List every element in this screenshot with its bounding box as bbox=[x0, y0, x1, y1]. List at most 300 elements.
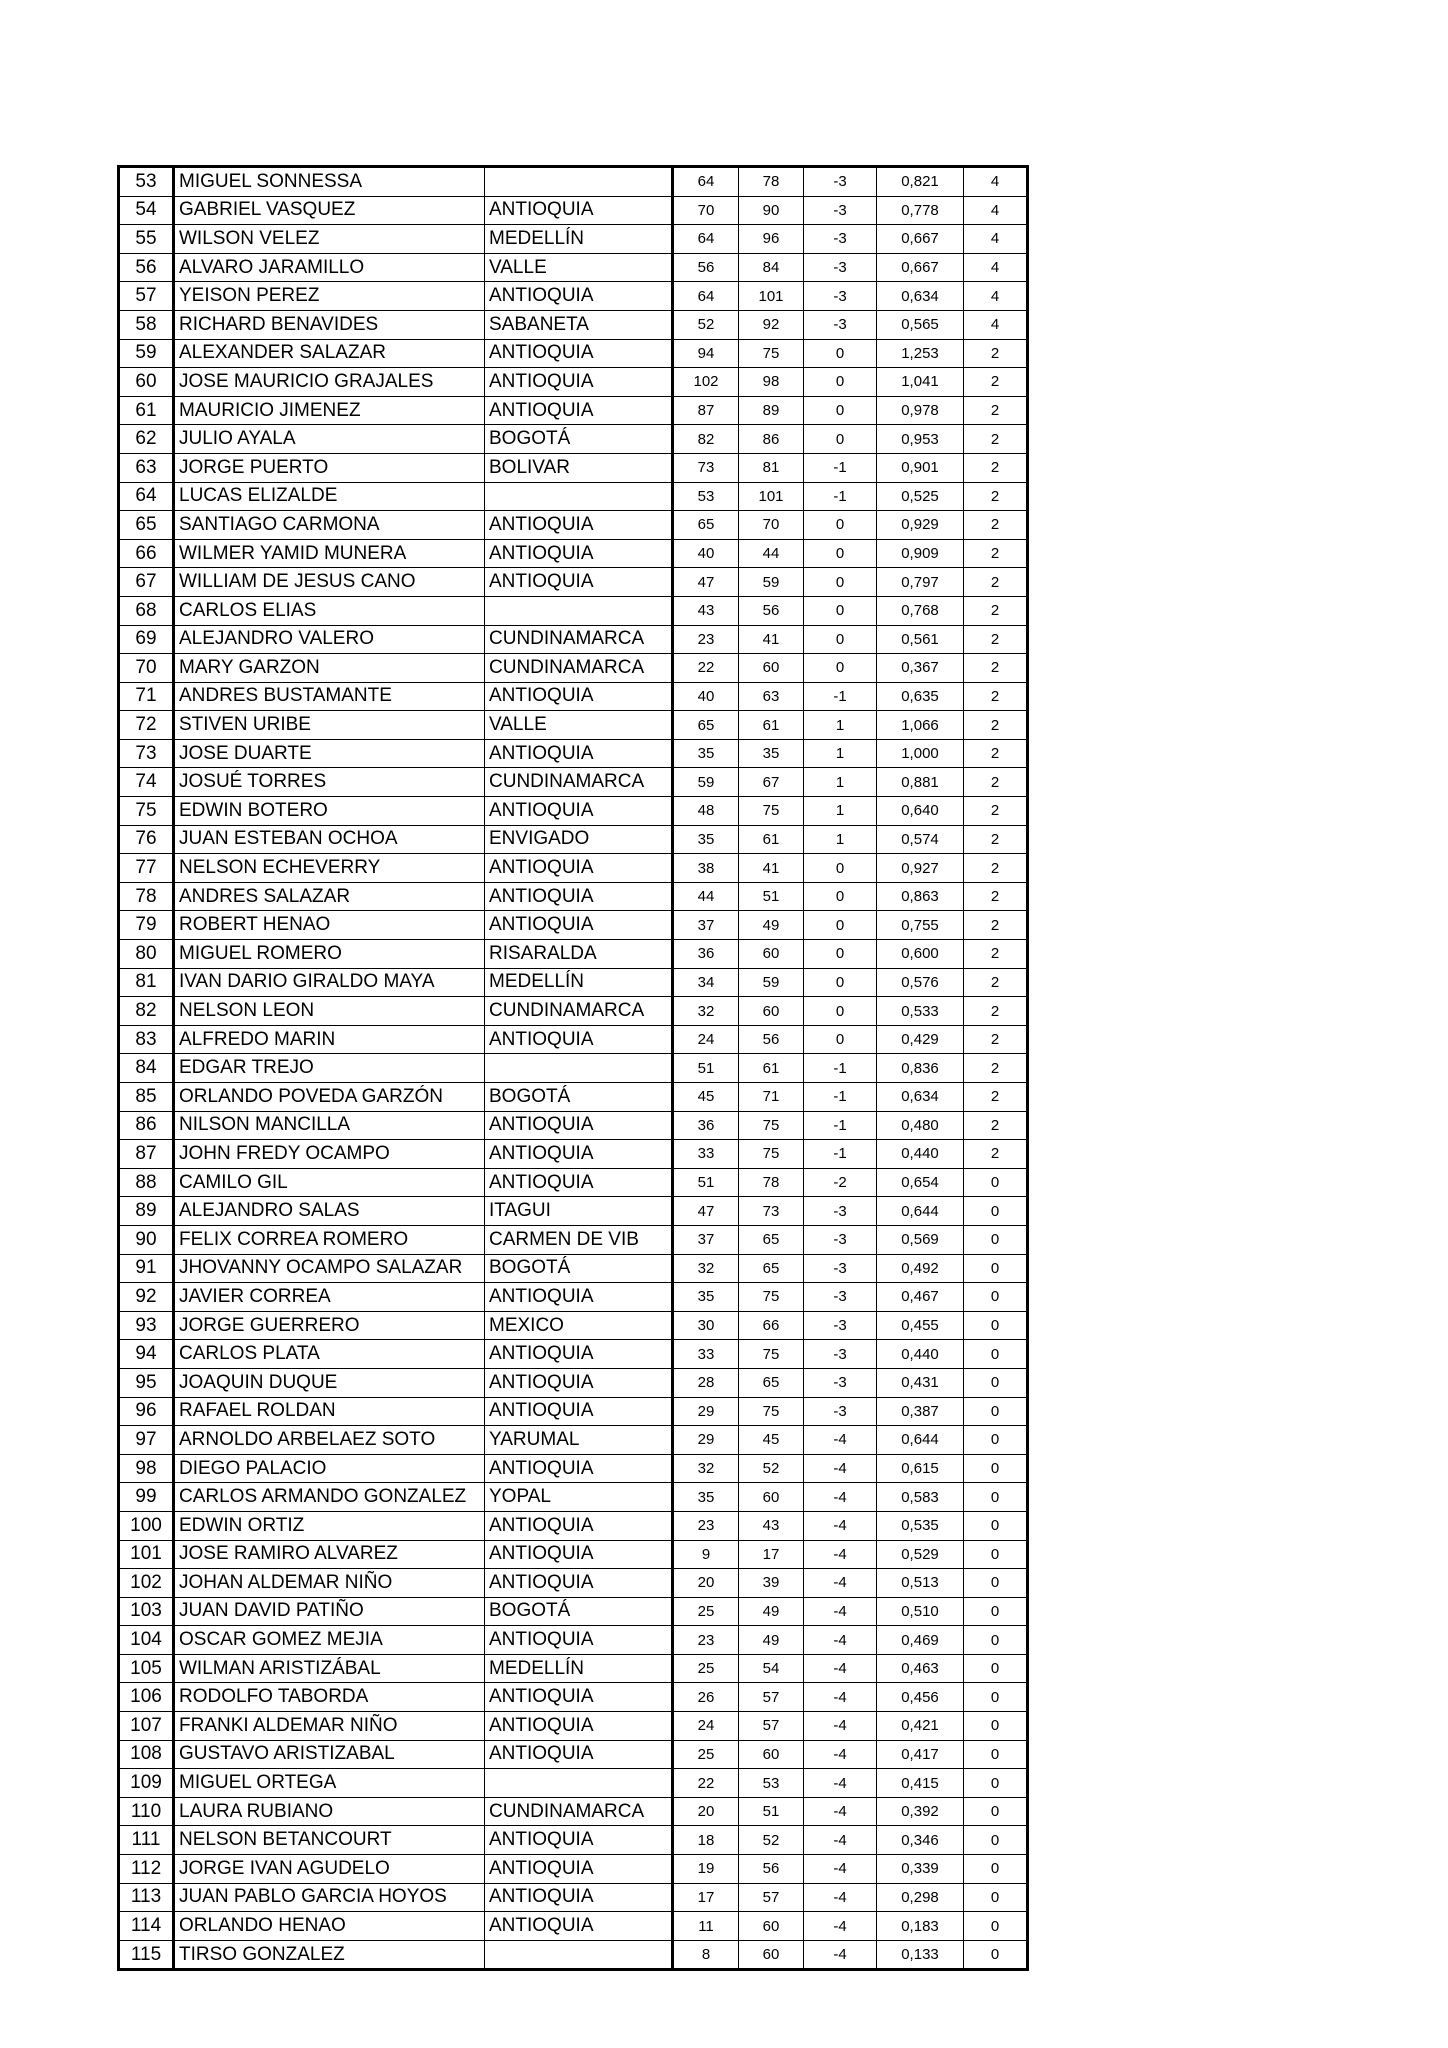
table-row bbox=[119, 1083, 1028, 1112]
region-cell: ANTIOQUIA bbox=[485, 854, 673, 883]
value-a-cell: 36 bbox=[673, 940, 739, 969]
difference-cell: -4 bbox=[804, 1597, 877, 1626]
region-cell: VALLE bbox=[485, 253, 673, 282]
difference-cell: -4 bbox=[804, 1797, 877, 1826]
player-name-cell: RAFAEL ROLDAN bbox=[174, 1397, 485, 1426]
points-cell: 0 bbox=[964, 1769, 1028, 1798]
player-name-cell: CARLOS ELIAS bbox=[174, 596, 485, 625]
value-a-cell: 87 bbox=[673, 396, 739, 425]
table-row bbox=[119, 568, 1028, 597]
player-name-cell: JAVIER CORREA bbox=[174, 1283, 485, 1312]
table-row bbox=[119, 1197, 1028, 1226]
value-b-cell: 44 bbox=[739, 539, 804, 568]
value-b-cell: 65 bbox=[739, 1254, 804, 1283]
difference-cell: -4 bbox=[804, 1912, 877, 1941]
value-a-cell: 28 bbox=[673, 1368, 739, 1397]
player-name-cell: GABRIEL VASQUEZ bbox=[174, 196, 485, 225]
table-row bbox=[119, 1340, 1028, 1369]
ratio-cell: 0,644 bbox=[877, 1197, 964, 1226]
difference-cell: -3 bbox=[804, 310, 877, 339]
table-row bbox=[119, 225, 1028, 254]
region-cell: ANTIOQUIA bbox=[485, 568, 673, 597]
player-name-cell: RODOLFO TABORDA bbox=[174, 1683, 485, 1712]
region-cell: CARMEN DE VIB bbox=[485, 1225, 673, 1254]
position-cell: 66 bbox=[119, 539, 174, 568]
player-name-cell: EDGAR TREJO bbox=[174, 1054, 485, 1083]
position-cell: 63 bbox=[119, 453, 174, 482]
points-cell: 2 bbox=[964, 768, 1028, 797]
difference-cell: 0 bbox=[804, 339, 877, 368]
points-cell: 0 bbox=[964, 1340, 1028, 1369]
value-a-cell: 53 bbox=[673, 482, 739, 511]
points-cell: 2 bbox=[964, 596, 1028, 625]
difference-cell: -1 bbox=[804, 1140, 877, 1169]
table-row bbox=[119, 682, 1028, 711]
region-cell: ANTIOQUIA bbox=[485, 1511, 673, 1540]
player-name-cell: MIGUEL ORTEGA bbox=[174, 1769, 485, 1798]
difference-cell: -1 bbox=[804, 453, 877, 482]
position-cell: 57 bbox=[119, 282, 174, 311]
value-b-cell: 78 bbox=[739, 167, 804, 197]
position-cell: 88 bbox=[119, 1168, 174, 1197]
table-row bbox=[119, 768, 1028, 797]
value-b-cell: 17 bbox=[739, 1540, 804, 1569]
points-cell: 0 bbox=[964, 1197, 1028, 1226]
region-cell: CUNDINAMARCA bbox=[485, 1797, 673, 1826]
region-cell: ANTIOQUIA bbox=[485, 368, 673, 397]
region-cell: ANTIOQUIA bbox=[485, 1368, 673, 1397]
value-a-cell: 40 bbox=[673, 539, 739, 568]
position-cell: 113 bbox=[119, 1883, 174, 1912]
ratio-cell: 0,797 bbox=[877, 568, 964, 597]
player-name-cell: JUAN DAVID PATIÑO bbox=[174, 1597, 485, 1626]
difference-cell: 1 bbox=[804, 797, 877, 826]
value-a-cell: 37 bbox=[673, 1225, 739, 1254]
region-cell: ANTIOQUIA bbox=[485, 1569, 673, 1598]
player-name-cell: OSCAR GOMEZ MEJIA bbox=[174, 1626, 485, 1655]
value-b-cell: 54 bbox=[739, 1654, 804, 1683]
player-name-cell: ORLANDO HENAO bbox=[174, 1912, 485, 1941]
points-cell: 2 bbox=[964, 940, 1028, 969]
player-name-cell: MIGUEL ROMERO bbox=[174, 940, 485, 969]
table-row bbox=[119, 1740, 1028, 1769]
table-row bbox=[119, 625, 1028, 654]
points-cell: 2 bbox=[964, 997, 1028, 1026]
difference-cell: -1 bbox=[804, 682, 877, 711]
points-cell: 0 bbox=[964, 1368, 1028, 1397]
points-cell: 2 bbox=[964, 368, 1028, 397]
value-b-cell: 41 bbox=[739, 854, 804, 883]
region-cell: BOGOTÁ bbox=[485, 1597, 673, 1626]
player-name-cell: MIGUEL SONNESSA bbox=[174, 167, 485, 197]
value-a-cell: 22 bbox=[673, 1769, 739, 1798]
ratio-cell: 0,440 bbox=[877, 1340, 964, 1369]
difference-cell: 0 bbox=[804, 596, 877, 625]
difference-cell: 0 bbox=[804, 568, 877, 597]
ratio-cell: 0,298 bbox=[877, 1883, 964, 1912]
difference-cell: -4 bbox=[804, 1540, 877, 1569]
region-cell: ANTIOQUIA bbox=[485, 1626, 673, 1655]
region-cell bbox=[485, 1940, 673, 1970]
table-row bbox=[119, 282, 1028, 311]
table-row bbox=[119, 882, 1028, 911]
player-name-cell: JHOVANNY OCAMPO SALAZAR bbox=[174, 1254, 485, 1283]
value-a-cell: 43 bbox=[673, 596, 739, 625]
ratio-cell: 0,927 bbox=[877, 854, 964, 883]
points-cell: 0 bbox=[964, 1855, 1028, 1884]
value-a-cell: 34 bbox=[673, 968, 739, 997]
points-cell: 2 bbox=[964, 482, 1028, 511]
position-cell: 75 bbox=[119, 797, 174, 826]
points-cell: 0 bbox=[964, 1454, 1028, 1483]
points-cell: 0 bbox=[964, 1597, 1028, 1626]
position-cell: 72 bbox=[119, 711, 174, 740]
points-cell: 4 bbox=[964, 310, 1028, 339]
ratio-cell: 0,346 bbox=[877, 1826, 964, 1855]
ranking-table bbox=[117, 165, 1029, 1971]
region-cell: VALLE bbox=[485, 711, 673, 740]
points-cell: 2 bbox=[964, 711, 1028, 740]
value-b-cell: 45 bbox=[739, 1426, 804, 1455]
difference-cell: 0 bbox=[804, 968, 877, 997]
position-cell: 112 bbox=[119, 1855, 174, 1884]
value-a-cell: 22 bbox=[673, 654, 739, 683]
player-name-cell: ORLANDO POVEDA GARZÓN bbox=[174, 1083, 485, 1112]
difference-cell: -3 bbox=[804, 253, 877, 282]
value-b-cell: 49 bbox=[739, 1626, 804, 1655]
value-a-cell: 35 bbox=[673, 825, 739, 854]
table-row bbox=[119, 482, 1028, 511]
points-cell: 4 bbox=[964, 225, 1028, 254]
difference-cell: -3 bbox=[804, 1254, 877, 1283]
difference-cell: 0 bbox=[804, 625, 877, 654]
player-name-cell: CAMILO GIL bbox=[174, 1168, 485, 1197]
position-cell: 68 bbox=[119, 596, 174, 625]
points-cell: 2 bbox=[964, 911, 1028, 940]
points-cell: 2 bbox=[964, 568, 1028, 597]
points-cell: 0 bbox=[964, 1397, 1028, 1426]
player-name-cell: STIVEN URIBE bbox=[174, 711, 485, 740]
region-cell: BOLIVAR bbox=[485, 453, 673, 482]
ratio-cell: 0,480 bbox=[877, 1111, 964, 1140]
table-row bbox=[119, 425, 1028, 454]
position-cell: 58 bbox=[119, 310, 174, 339]
value-b-cell: 101 bbox=[739, 482, 804, 511]
points-cell: 0 bbox=[964, 1540, 1028, 1569]
value-b-cell: 61 bbox=[739, 711, 804, 740]
ratio-cell: 0,133 bbox=[877, 1940, 964, 1970]
ratio-cell: 0,455 bbox=[877, 1311, 964, 1340]
points-cell: 2 bbox=[964, 682, 1028, 711]
points-cell: 0 bbox=[964, 1654, 1028, 1683]
points-cell: 2 bbox=[964, 1083, 1028, 1112]
value-a-cell: 59 bbox=[673, 768, 739, 797]
value-a-cell: 65 bbox=[673, 511, 739, 540]
value-b-cell: 84 bbox=[739, 253, 804, 282]
region-cell: ANTIOQUIA bbox=[485, 1140, 673, 1169]
value-a-cell: 29 bbox=[673, 1426, 739, 1455]
points-cell: 4 bbox=[964, 196, 1028, 225]
points-cell: 0 bbox=[964, 1483, 1028, 1512]
table-row bbox=[119, 1654, 1028, 1683]
position-cell: 62 bbox=[119, 425, 174, 454]
ratio-cell: 0,440 bbox=[877, 1140, 964, 1169]
table-row bbox=[119, 997, 1028, 1026]
points-cell: 0 bbox=[964, 1254, 1028, 1283]
player-name-cell: JOHAN ALDEMAR NIÑO bbox=[174, 1569, 485, 1598]
ratio-cell: 0,836 bbox=[877, 1054, 964, 1083]
ratio-cell: 0,863 bbox=[877, 882, 964, 911]
difference-cell: 0 bbox=[804, 396, 877, 425]
points-cell: 0 bbox=[964, 1826, 1028, 1855]
table-row bbox=[119, 911, 1028, 940]
value-a-cell: 47 bbox=[673, 568, 739, 597]
table-row bbox=[119, 1054, 1028, 1083]
value-a-cell: 19 bbox=[673, 1855, 739, 1884]
difference-cell: -4 bbox=[804, 1940, 877, 1970]
region-cell bbox=[485, 482, 673, 511]
ratio-cell: 0,644 bbox=[877, 1426, 964, 1455]
difference-cell: 1 bbox=[804, 768, 877, 797]
player-name-cell: WILMAN ARISTIZÁBAL bbox=[174, 1654, 485, 1683]
value-a-cell: 17 bbox=[673, 1883, 739, 1912]
points-cell: 4 bbox=[964, 253, 1028, 282]
player-name-cell: ALFREDO MARIN bbox=[174, 1025, 485, 1054]
region-cell: ANTIOQUIA bbox=[485, 396, 673, 425]
region-cell: ANTIOQUIA bbox=[485, 1111, 673, 1140]
player-name-cell: JOSE RAMIRO ALVAREZ bbox=[174, 1540, 485, 1569]
ratio-cell: 0,533 bbox=[877, 997, 964, 1026]
table-row bbox=[119, 196, 1028, 225]
position-cell: 78 bbox=[119, 882, 174, 911]
ratio-cell: 1,041 bbox=[877, 368, 964, 397]
points-cell: 2 bbox=[964, 1054, 1028, 1083]
table-row bbox=[119, 825, 1028, 854]
region-cell bbox=[485, 596, 673, 625]
value-a-cell: 20 bbox=[673, 1797, 739, 1826]
value-a-cell: 32 bbox=[673, 1254, 739, 1283]
value-b-cell: 81 bbox=[739, 453, 804, 482]
difference-cell: 0 bbox=[804, 511, 877, 540]
table-row bbox=[119, 1797, 1028, 1826]
table-row bbox=[119, 1883, 1028, 1912]
region-cell: CUNDINAMARCA bbox=[485, 625, 673, 654]
table-row bbox=[119, 511, 1028, 540]
table-row bbox=[119, 1912, 1028, 1941]
position-cell: 55 bbox=[119, 225, 174, 254]
position-cell: 93 bbox=[119, 1311, 174, 1340]
table-row bbox=[119, 1769, 1028, 1798]
difference-cell: 0 bbox=[804, 654, 877, 683]
table-row bbox=[119, 1855, 1028, 1884]
position-cell: 94 bbox=[119, 1340, 174, 1369]
table-row bbox=[119, 1025, 1028, 1054]
position-cell: 105 bbox=[119, 1654, 174, 1683]
value-b-cell: 63 bbox=[739, 682, 804, 711]
player-name-cell: NILSON MANCILLA bbox=[174, 1111, 485, 1140]
difference-cell: -4 bbox=[804, 1883, 877, 1912]
value-b-cell: 75 bbox=[739, 1283, 804, 1312]
value-b-cell: 75 bbox=[739, 339, 804, 368]
player-name-cell: IVAN DARIO GIRALDO MAYA bbox=[174, 968, 485, 997]
position-cell: 53 bbox=[119, 167, 174, 197]
region-cell: ANTIOQUIA bbox=[485, 739, 673, 768]
value-a-cell: 20 bbox=[673, 1569, 739, 1598]
value-a-cell: 25 bbox=[673, 1597, 739, 1626]
player-name-cell: ALEJANDRO SALAS bbox=[174, 1197, 485, 1226]
value-b-cell: 96 bbox=[739, 225, 804, 254]
position-cell: 101 bbox=[119, 1540, 174, 1569]
ratio-cell: 0,634 bbox=[877, 282, 964, 311]
points-cell: 2 bbox=[964, 854, 1028, 883]
position-cell: 92 bbox=[119, 1283, 174, 1312]
value-a-cell: 47 bbox=[673, 1197, 739, 1226]
ratio-cell: 1,066 bbox=[877, 711, 964, 740]
player-name-cell: JUAN PABLO GARCIA HOYOS bbox=[174, 1883, 485, 1912]
value-a-cell: 33 bbox=[673, 1140, 739, 1169]
difference-cell: 1 bbox=[804, 711, 877, 740]
ratio-cell: 0,535 bbox=[877, 1511, 964, 1540]
position-cell: 65 bbox=[119, 511, 174, 540]
player-name-cell: JORGE GUERRERO bbox=[174, 1311, 485, 1340]
table-row bbox=[119, 654, 1028, 683]
value-b-cell: 67 bbox=[739, 768, 804, 797]
ratio-cell: 0,529 bbox=[877, 1540, 964, 1569]
region-cell: ENVIGADO bbox=[485, 825, 673, 854]
table-row bbox=[119, 1426, 1028, 1455]
value-b-cell: 51 bbox=[739, 882, 804, 911]
position-cell: 85 bbox=[119, 1083, 174, 1112]
player-name-cell: JUAN ESTEBAN OCHOA bbox=[174, 825, 485, 854]
table-row bbox=[119, 1454, 1028, 1483]
player-name-cell: FRANKI ALDEMAR NIÑO bbox=[174, 1712, 485, 1741]
points-cell: 2 bbox=[964, 654, 1028, 683]
difference-cell: -1 bbox=[804, 1054, 877, 1083]
value-a-cell: 26 bbox=[673, 1683, 739, 1712]
ranking-table-body bbox=[119, 167, 1028, 1970]
position-cell: 87 bbox=[119, 1140, 174, 1169]
table-row bbox=[119, 310, 1028, 339]
points-cell: 2 bbox=[964, 882, 1028, 911]
value-a-cell: 70 bbox=[673, 196, 739, 225]
value-a-cell: 33 bbox=[673, 1340, 739, 1369]
points-cell: 0 bbox=[964, 1283, 1028, 1312]
points-cell: 4 bbox=[964, 282, 1028, 311]
ratio-cell: 0,565 bbox=[877, 310, 964, 339]
ratio-cell: 0,640 bbox=[877, 797, 964, 826]
position-cell: 96 bbox=[119, 1397, 174, 1426]
position-cell: 103 bbox=[119, 1597, 174, 1626]
region-cell: ANTIOQUIA bbox=[485, 282, 673, 311]
value-b-cell: 60 bbox=[739, 654, 804, 683]
ratio-cell: 1,000 bbox=[877, 739, 964, 768]
region-cell: SABANETA bbox=[485, 310, 673, 339]
value-a-cell: 73 bbox=[673, 453, 739, 482]
value-b-cell: 70 bbox=[739, 511, 804, 540]
points-cell: 4 bbox=[964, 167, 1028, 197]
difference-cell: -3 bbox=[804, 1225, 877, 1254]
ratio-cell: 0,600 bbox=[877, 940, 964, 969]
difference-cell: 0 bbox=[804, 425, 877, 454]
points-cell: 0 bbox=[964, 1940, 1028, 1970]
region-cell: ANTIOQUIA bbox=[485, 1740, 673, 1769]
value-b-cell: 60 bbox=[739, 1940, 804, 1970]
region-cell: MEDELLÍN bbox=[485, 225, 673, 254]
region-cell: YARUMAL bbox=[485, 1426, 673, 1455]
value-a-cell: 94 bbox=[673, 339, 739, 368]
player-name-cell: JOHN FREDY OCAMPO bbox=[174, 1140, 485, 1169]
position-cell: 83 bbox=[119, 1025, 174, 1054]
player-name-cell: TIRSO GONZALEZ bbox=[174, 1940, 485, 1970]
player-name-cell: JORGE PUERTO bbox=[174, 453, 485, 482]
points-cell: 0 bbox=[964, 1168, 1028, 1197]
difference-cell: -4 bbox=[804, 1740, 877, 1769]
region-cell bbox=[485, 1054, 673, 1083]
ratio-cell: 1,253 bbox=[877, 339, 964, 368]
value-a-cell: 23 bbox=[673, 1511, 739, 1540]
difference-cell: -4 bbox=[804, 1426, 877, 1455]
player-name-cell: CARLOS ARMANDO GONZALEZ bbox=[174, 1483, 485, 1512]
value-a-cell: 9 bbox=[673, 1540, 739, 1569]
ratio-cell: 0,392 bbox=[877, 1797, 964, 1826]
player-name-cell: WILSON VELEZ bbox=[174, 225, 485, 254]
value-a-cell: 44 bbox=[673, 882, 739, 911]
value-b-cell: 65 bbox=[739, 1225, 804, 1254]
position-cell: 100 bbox=[119, 1511, 174, 1540]
value-a-cell: 65 bbox=[673, 711, 739, 740]
value-b-cell: 59 bbox=[739, 568, 804, 597]
value-a-cell: 30 bbox=[673, 1311, 739, 1340]
value-a-cell: 25 bbox=[673, 1740, 739, 1769]
value-b-cell: 90 bbox=[739, 196, 804, 225]
difference-cell: 0 bbox=[804, 997, 877, 1026]
player-name-cell: RICHARD BENAVIDES bbox=[174, 310, 485, 339]
value-b-cell: 53 bbox=[739, 1769, 804, 1798]
player-name-cell: NELSON BETANCOURT bbox=[174, 1826, 485, 1855]
table-row bbox=[119, 1712, 1028, 1741]
player-name-cell: EDWIN ORTIZ bbox=[174, 1511, 485, 1540]
player-name-cell: DIEGO PALACIO bbox=[174, 1454, 485, 1483]
ratio-cell: 0,909 bbox=[877, 539, 964, 568]
position-cell: 64 bbox=[119, 482, 174, 511]
player-name-cell: JORGE IVAN AGUDELO bbox=[174, 1855, 485, 1884]
position-cell: 115 bbox=[119, 1940, 174, 1970]
difference-cell: -3 bbox=[804, 1397, 877, 1426]
difference-cell: -4 bbox=[804, 1454, 877, 1483]
value-a-cell: 64 bbox=[673, 225, 739, 254]
value-b-cell: 56 bbox=[739, 1855, 804, 1884]
ratio-cell: 0,569 bbox=[877, 1225, 964, 1254]
difference-cell: 0 bbox=[804, 539, 877, 568]
position-cell: 82 bbox=[119, 997, 174, 1026]
value-b-cell: 101 bbox=[739, 282, 804, 311]
value-a-cell: 24 bbox=[673, 1712, 739, 1741]
points-cell: 0 bbox=[964, 1740, 1028, 1769]
table-row bbox=[119, 968, 1028, 997]
region-cell: ANTIOQUIA bbox=[485, 1283, 673, 1312]
ratio-cell: 0,469 bbox=[877, 1626, 964, 1655]
ratio-cell: 0,778 bbox=[877, 196, 964, 225]
player-name-cell: FELIX CORREA ROMERO bbox=[174, 1225, 485, 1254]
region-cell: ANTIOQUIA bbox=[485, 1454, 673, 1483]
points-cell: 0 bbox=[964, 1626, 1028, 1655]
player-name-cell: SANTIAGO CARMONA bbox=[174, 511, 485, 540]
ratio-cell: 0,421 bbox=[877, 1712, 964, 1741]
player-name-cell: ALEJANDRO VALERO bbox=[174, 625, 485, 654]
position-cell: 111 bbox=[119, 1826, 174, 1855]
value-a-cell: 51 bbox=[673, 1168, 739, 1197]
player-name-cell: WILMER YAMID MUNERA bbox=[174, 539, 485, 568]
